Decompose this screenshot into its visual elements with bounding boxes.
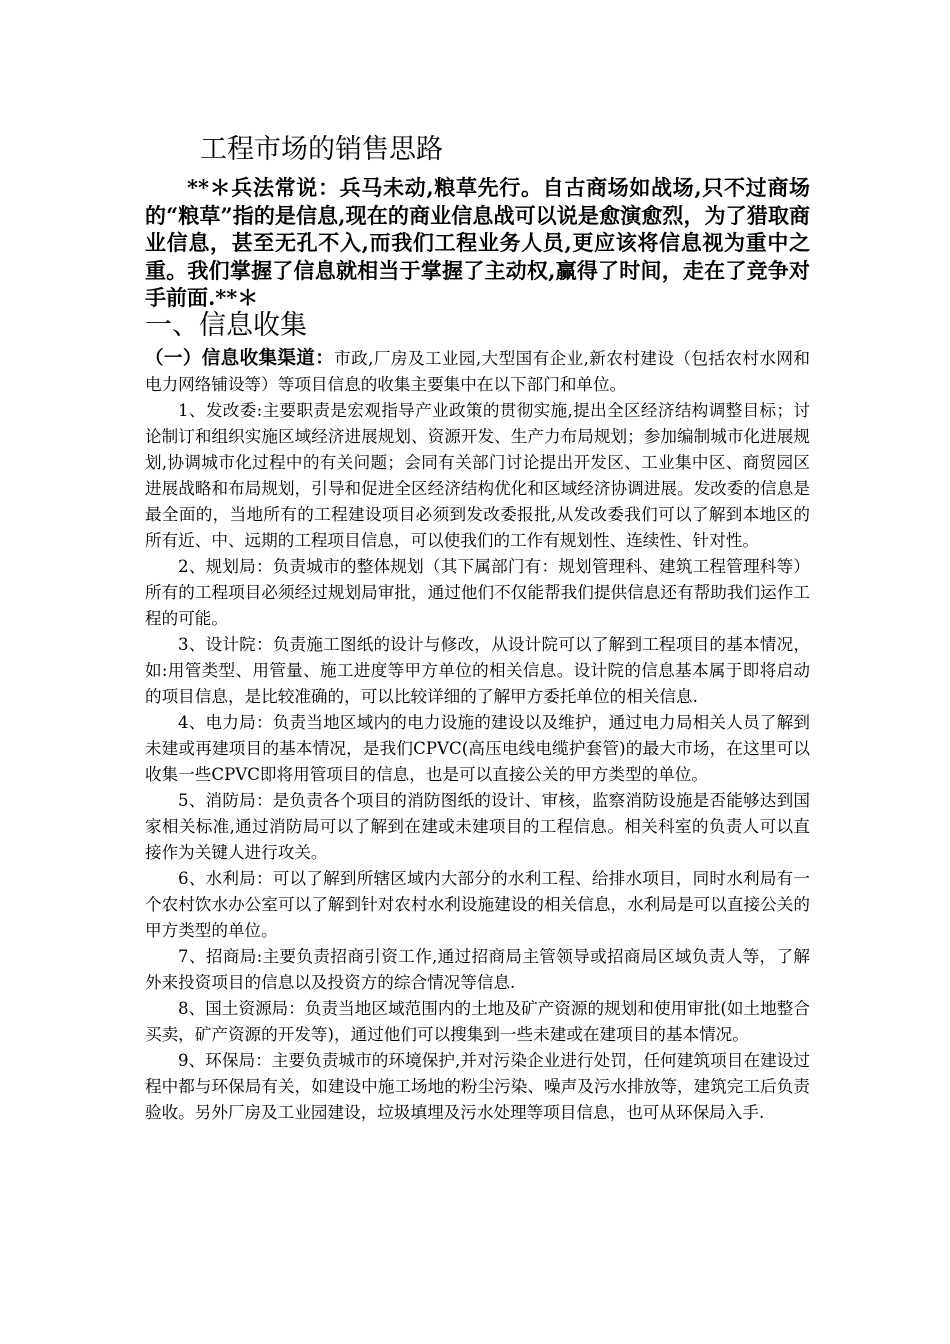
list-item-guihuaju: 2、规划局：负责城市的整体规划（其下属部门有：规划管理科、建筑工程管理科等）所有的工程项目必须经过规划局审批，通过他们不仅能帮我们提供信息还有帮助我们运作工程的可能。: [145, 557, 810, 628]
list-item-shuiliju: 6、水利局：可以了解到所辖区域内大部分的水利工程、给排水项目，同时水利局有一个农村饮水办公室可以了解到针对农村水利设施建设的相关信息，水利局是可以直接公关的甲方类型的单位。: [145, 869, 810, 940]
document-title: 工程市场的销售思路: [200, 134, 443, 165]
channels-paragraph: [145, 346, 810, 398]
channels-text: 市政,厂房及工业园,大型国有企业,新农村建设（包括农村水网和电力网络铺设等）等项目信息的收集主要集中在以下部门和单位。: [145, 349, 810, 394]
intro-paragraph: **＊兵法常说：兵马未动,粮草先行。自古商场如战场,只不过商场的“粮草”指的是信息,现在的商业信息战可以说是愈演愈烈，为了猎取商业信息，甚至无孔不入,而我们工程业务人员,更应该将信息视为重中之重。我们掌握了信息就相当于掌握了主动权,赢得了时间，走在了竞争对手前面.**＊: [145, 175, 810, 310]
list-item-dianliju: 4、电力局：负责当地区域内的电力设施的建设以及维护，通过电力局相关人员了解到未建或再建项目的基本情况，是我们CPVC(高压电线电缆护套管)的最大市场，在这里可以收集一些CPVC即将用管项目的信息，也是可以直接公关的甲方类型的单位。: [145, 713, 810, 784]
list-item-xiaofangju: 5、消防局：是负责各个项目的消防图纸的设计、审核，监察消防设施是否能够达到国家相关标准,通过消防局可以了解到在建或未建项目的工程信息。相关科室的负责人可以直接作为关键人进行攻关。: [145, 791, 810, 862]
list-item-guotuziyuanju: 8、国土资源局：负责当地区域范围内的土地及矿产资源的规划和使用审批(如土地整合买卖，矿产资源的开发等)，通过他们可以搜集到一些未建或在建项目的基本情况。: [145, 999, 810, 1044]
section-heading-info-collection: 一、信息收集: [145, 310, 307, 341]
list-item-fagaiwei: 1、发改委:主要职责是宏观指导产业政策的贯彻实施,提出全区经济结构调整目标；讨论制订和组织实施区域经济进展规划、资源开发、生产力布局规划；参加编制城市化进展规划,协调城市化过程中的有关问题；会同有关部门讨论提出开发区、工业集中区、商贸园区进展战略和布局规划，引导和促进全区经济结构优化和区域经济协调进展。发改委的信息是最全面的，当地所有的工程建设项目必须到发改委报批,从发改委我们可以了解到本地区的所有近、中、远期的工程项目信息，可以使我们的工作有规划性、连续性、针对性。: [145, 401, 810, 550]
list-item-shejiyuan: 3、设计院：负责施工图纸的设计与修改，从设计院可以了解到工程项目的基本情况，如:用管类型、用管量、施工进度等甲方单位的相关信息。设计院的信息基本属于即将启动的项目信息，是比较准确的，可以比较详细的了解甲方委托单位的相关信息.: [145, 635, 810, 706]
document-body: [145, 346, 810, 1126]
list-item-huanbaoju: 9、环保局：主要负责城市的环境保护,并对污染企业进行处罚，任何建筑项目在建设过程中都与环保局有关，如建设中施工场地的粉尘污染、噪声及污水排放等，建筑完工后负责验收。另外厂房及工业园建设，垃圾填埋及污水处理等项目信息，也可从环保局入手.: [145, 1051, 810, 1122]
channels-label: （一）信息收集渠道：: [145, 348, 335, 369]
list-item-zhaoshangju: 7、招商局:主要负责招商引资工作,通过招商局主管领导或招商局区域负责人等，了解外来投资项目的信息以及投资方的综合情况等信息.: [145, 947, 810, 992]
